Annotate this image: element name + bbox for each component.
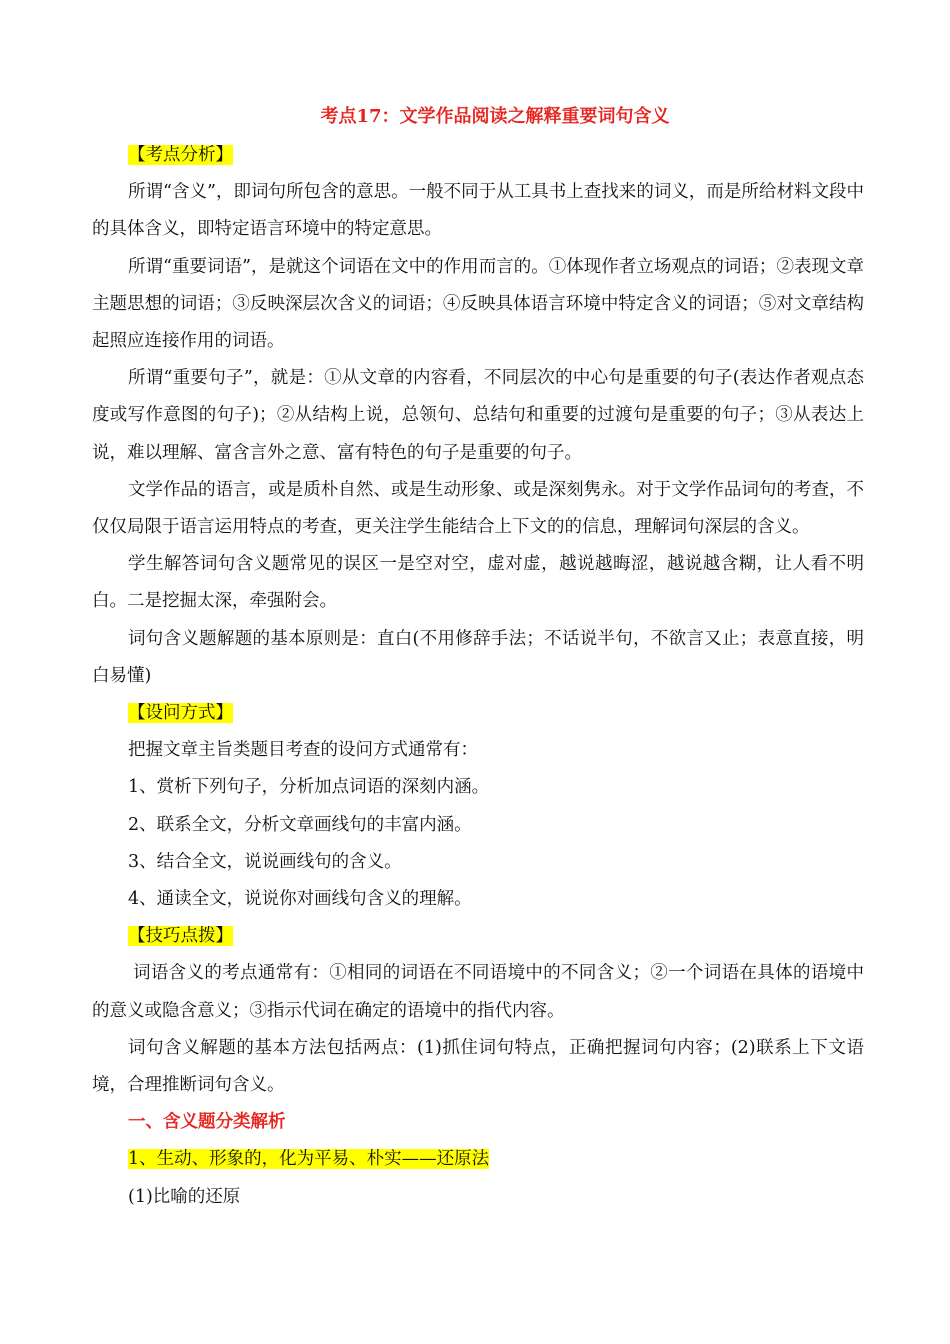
list-item: 2、联系全文，分析文章画线句的丰富内涵。 — [128, 814, 472, 835]
paragraph: 文学作品的语言，或是质朴自然、或是生动形象、或是深刻隽永。对于文学作品词句的考查，不仅仅局限于语言运用特点的考查，更关注学生能结合上下文的的信息，理解词句深层的含义。 — [92, 479, 864, 538]
section-heading-analysis — [92, 137, 864, 174]
list-item: (1)比喻的还原 — [128, 1186, 241, 1207]
paragraph-text: 词语含义的考点通常有：①相同的词语在不同语境中的不同含义；②一个词语在具体的语境中的意义或隐含意义；③指示代词在确定的语境中的指代内容。 — [92, 963, 864, 1021]
paragraph: 所谓“重要词语”，是就这个词语在文中的作用而言的。①体现作者立场观点的词语；②表现文章主题思想的词语；③反映深层次含义的词语；④反映具体语言环境中特定含义的词语；⑤对文章结构起照应连接作用的词语。 — [92, 256, 864, 352]
document-body — [92, 137, 864, 1216]
paragraph: 词句含义题解题的基本原则是：直白(不用修辞手法；不话说半句，不欲言又止；表意直接，明白易懂) — [92, 628, 864, 686]
section-heading-tips — [92, 918, 864, 955]
paragraph: 所谓“重要句子”，就是：①从文章的内容看，不同层次的中心句是重要的句子(表达作者观点态度或写作意图的句子)；②从结构上说，总领句、总结句和重要的过渡句是重要的句子；③从表达上说，难以理解、富含言外之意、富有特色的句子是重要的句子。 — [92, 368, 864, 463]
paragraph: 把握文章主旨类题目考查的设问方式通常有： — [128, 740, 478, 761]
paragraph: 词句含义解题的基本方法包括两点：(1)抓住词句特点，正确把握词句内容；(2)联系上下文语境，合理推断词句含义。 — [92, 1037, 864, 1096]
highlighted-heading: 【设问方式】 — [128, 703, 233, 724]
section-heading-question-types — [92, 695, 864, 732]
paragraph: 所谓“含义”，即词句所包含的意思。一般不同于从工具书上查找来的词义，而是所给材料文段中的具体含义，即特定语言环境中的特定意思。 — [92, 182, 864, 240]
list-item: 1、赏析下列句子，分析加点词语的深刻内涵。 — [128, 777, 490, 798]
page-title: 考点17：文学作品阅读之解释重要词句含义 — [320, 106, 670, 127]
highlighted-heading: 【考点分析】 — [128, 145, 233, 165]
paragraph — [92, 955, 864, 1029]
highlighted-heading: 【技巧点拨】 — [128, 926, 233, 947]
part-heading: 一、含义题分类解析 — [128, 1112, 286, 1133]
list-item: 3、结合全文，说说画线句的含义。 — [128, 851, 402, 872]
highlighted-subheading: 1、生动、形象的，化为平易、朴实——还原法 — [128, 1149, 490, 1170]
subheading — [92, 1141, 864, 1178]
paragraph: 学生解答词句含义题常见的误区一是空对空，虚对虚，越说越晦涩，越说越含糊，让人看不明白。二是挖掘太深，牵强附会。 — [92, 554, 864, 612]
list-item: 4、通读全文，说说你对画线句含义的理解。 — [128, 889, 472, 910]
